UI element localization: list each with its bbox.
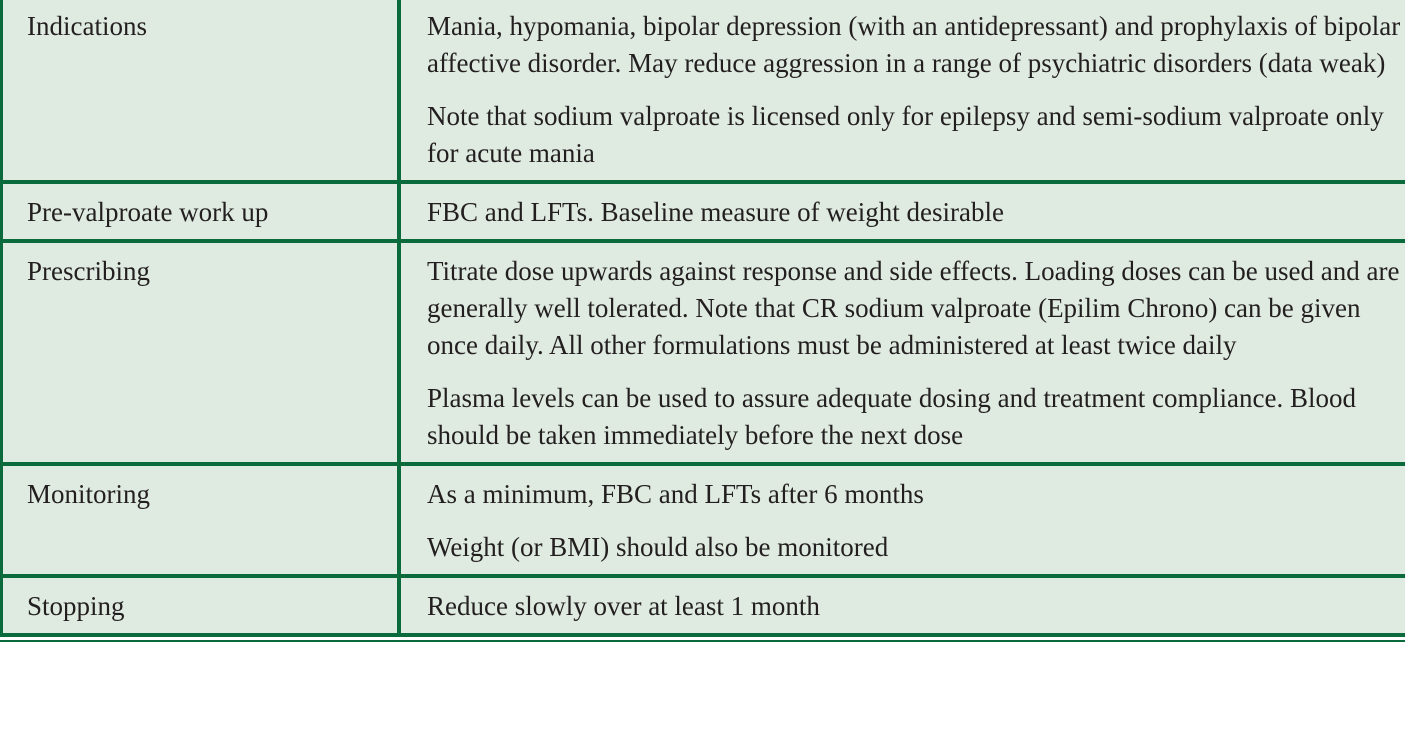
row-label: Pre-valproate work up (2, 182, 400, 241)
paragraph: Plasma levels can be used to assure adequate dosing and treatment compliance. Blood should be taken immediately before the next dose (427, 383, 1356, 450)
row-label: Indications (2, 0, 400, 182)
table-row-indications (2, 0, 1405, 182)
row-label: Monitoring (2, 464, 400, 576)
row-label: Stopping (2, 576, 400, 635)
row-content (399, 464, 1405, 576)
table-bottom-double-rule (0, 640, 1405, 642)
row-content (399, 0, 1405, 182)
row-content (399, 182, 1405, 241)
paragraph: Note that sodium valproate is licensed only for epilepsy and semi-sodium valproate only for acute mania (427, 101, 1384, 168)
paragraph: As a minimum, FBC and LFTs after 6 months (427, 479, 924, 509)
table-row-pre-valproate-work-up (2, 182, 1405, 241)
paragraph: Mania, hypomania, bipolar depression (with an antidepressant) and prophylaxis of bipolar affective disorder. May reduce aggression in a range of psychiatric disorders (data weak) (427, 11, 1401, 78)
table-row-prescribing (2, 241, 1405, 464)
row-content (399, 241, 1405, 464)
paragraph: Reduce slowly over at least 1 month (427, 591, 820, 621)
paragraph: Titrate dose upwards against response and side effects. Loading doses can be used and are generally well tolerated. Note that CR sodium valproate (Epilim Chrono) can be given once daily. All other formulations must be administered at least twice daily (427, 256, 1400, 360)
paragraph: FBC and LFTs. Baseline measure of weight desirable (427, 197, 1004, 227)
row-content (399, 576, 1405, 635)
table-row-stopping (2, 576, 1405, 635)
paragraph: Weight (or BMI) should also be monitored (427, 532, 889, 562)
table-row-monitoring (2, 464, 1405, 576)
row-label: Prescribing (2, 241, 400, 464)
